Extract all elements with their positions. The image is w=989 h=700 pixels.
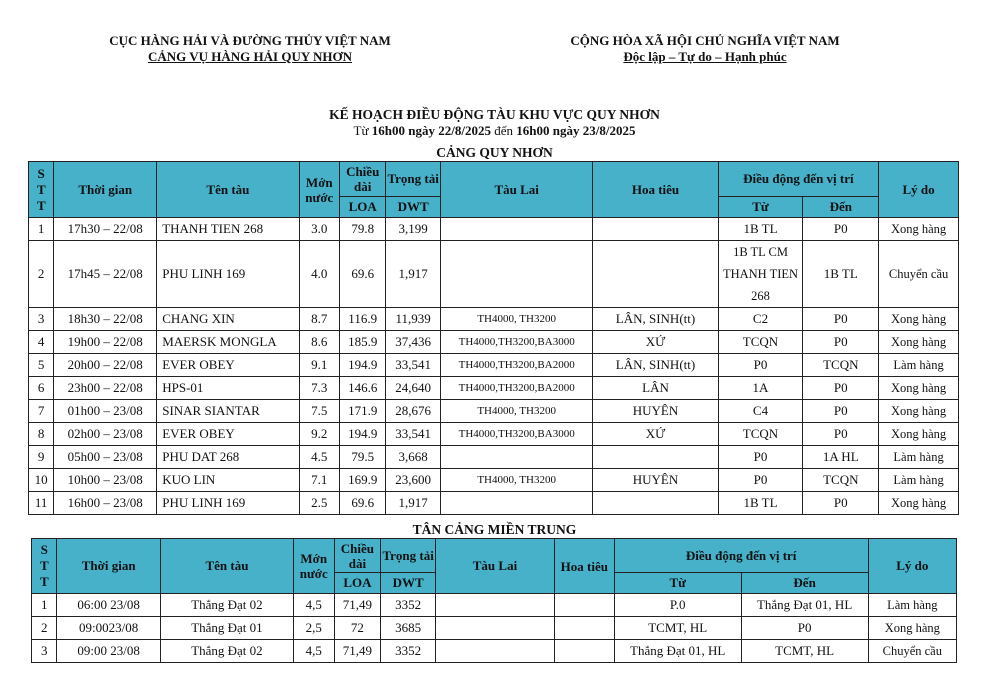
- row-number: 4: [29, 331, 54, 354]
- row-tug: TH4000,TH3200,BA3000: [440, 331, 592, 354]
- col-move: Điều động đến vị trí: [718, 162, 879, 197]
- col-pilot: Hoa tiêu: [554, 539, 614, 594]
- row-draft: 8.6: [299, 331, 339, 354]
- port1-title: CẢNG QUY NHƠN: [436, 145, 553, 160]
- national-header: [525, 33, 885, 65]
- col-reason: Lý do: [879, 162, 959, 218]
- row-pilot: [593, 241, 718, 308]
- row-number: 1: [29, 218, 54, 241]
- row-to: Thắng Đạt 01, HL: [741, 594, 868, 617]
- row-draft: 4.5: [299, 446, 339, 469]
- row-from: Thắng Đạt 01, HL: [614, 640, 741, 663]
- row-from: 1B TL: [718, 492, 803, 515]
- row-to: TCQN: [803, 469, 879, 492]
- row-loa: 116.9: [339, 308, 385, 331]
- row-tug: TH4000, TH3200: [440, 469, 592, 492]
- table-row: [29, 331, 959, 354]
- row-to: P0: [803, 423, 879, 446]
- row-to: TCQN: [803, 354, 879, 377]
- range-start: 16h00 ngày 22/8/2025: [371, 123, 491, 138]
- col-tonnage: Trọng tải: [381, 539, 436, 573]
- col-to: Đến: [741, 573, 868, 594]
- row-ship-name: EVER OBEY: [157, 354, 299, 377]
- row-time: 16h00 – 23/08: [54, 492, 157, 515]
- row-number: 9: [29, 446, 54, 469]
- table-row: [29, 400, 959, 423]
- row-draft: 4,5: [293, 640, 334, 663]
- row-loa: 171.9: [339, 400, 385, 423]
- row-draft: 8.7: [299, 308, 339, 331]
- row-draft: 4.0: [299, 241, 339, 308]
- row-ship-name: Thắng Đạt 02: [160, 594, 293, 617]
- row-time: 09:0023/08: [57, 617, 161, 640]
- table-row: [29, 377, 959, 400]
- row-ship-name: SINAR SIANTAR: [157, 400, 299, 423]
- row-ship-name: THANH TIEN 268: [157, 218, 299, 241]
- row-pilot: XỨ: [593, 423, 718, 446]
- row-tug: [436, 640, 555, 663]
- row-tug: TH4000,TH3200,BA3000: [440, 423, 592, 446]
- row-time: 10h00 – 23/08: [54, 469, 157, 492]
- table-row: [29, 218, 959, 241]
- row-dwt: 37,436: [386, 331, 441, 354]
- row-pilot: [593, 218, 718, 241]
- row-loa: 146.6: [339, 377, 385, 400]
- row-dwt: 33,541: [386, 423, 441, 446]
- row-tug: [440, 446, 592, 469]
- row-from: TCQN: [718, 423, 803, 446]
- row-loa: 69.6: [339, 492, 385, 515]
- row-from: 1B TL CM THANH TIEN 268: [718, 241, 803, 308]
- row-draft: 3.0: [299, 218, 339, 241]
- col-draft: Mớn nước: [299, 162, 339, 218]
- row-dwt: 3352: [381, 594, 436, 617]
- col-length: Chiều dài: [339, 162, 385, 197]
- row-draft: 2,5: [293, 617, 334, 640]
- row-reason: Làm hàng: [879, 354, 959, 377]
- row-time: 17h30 – 22/08: [54, 218, 157, 241]
- row-loa: 69.6: [339, 241, 385, 308]
- row-loa: 194.9: [339, 354, 385, 377]
- row-number: 7: [29, 400, 54, 423]
- col-pilot: Hoa tiêu: [593, 162, 718, 218]
- row-reason: Làm hàng: [879, 446, 959, 469]
- col-tug: Tàu Lai: [436, 539, 555, 594]
- row-pilot: [554, 617, 614, 640]
- row-ship-name: PHU LINH 169: [157, 241, 299, 308]
- row-dwt: 3352: [381, 640, 436, 663]
- col-to: Đến: [803, 197, 879, 218]
- row-time: 05h00 – 23/08: [54, 446, 157, 469]
- table-row: [29, 241, 959, 308]
- port1-schedule-table: [28, 161, 959, 515]
- row-to: P0: [803, 218, 879, 241]
- row-pilot: HUYÊN: [593, 400, 718, 423]
- row-draft: 4,5: [293, 594, 334, 617]
- range-mid: đến: [494, 123, 514, 138]
- port-authority-name: CẢNG VỤ HÀNG HẢI QUY NHƠN: [147, 49, 353, 64]
- national-motto: Độc lập – Tự do – Hạnh phúc: [623, 49, 787, 64]
- row-to: P0: [803, 400, 879, 423]
- table-row: [29, 354, 959, 377]
- row-tug: [440, 492, 592, 515]
- row-to: P0: [803, 331, 879, 354]
- agency-name: CỤC HÀNG HẢI VÀ ĐƯỜNG THỦY VIỆT NAM: [109, 33, 391, 48]
- row-number: 6: [29, 377, 54, 400]
- table-row: [29, 446, 959, 469]
- row-from: 1A: [718, 377, 803, 400]
- row-pilot: [554, 640, 614, 663]
- row-ship-name: KUO LIN: [157, 469, 299, 492]
- row-ship-name: HPS-01: [157, 377, 299, 400]
- row-loa: 71,49: [334, 594, 381, 617]
- row-tug: TH4000, TH3200: [440, 400, 592, 423]
- row-to: 1A HL: [803, 446, 879, 469]
- col-from: Từ: [718, 197, 803, 218]
- row-ship-name: PHU LINH 169: [157, 492, 299, 515]
- row-pilot: [554, 594, 614, 617]
- row-tug: TH4000, TH3200: [440, 308, 592, 331]
- col-stt: S T T: [29, 162, 54, 218]
- row-loa: 169.9: [339, 469, 385, 492]
- row-dwt: 23,600: [386, 469, 441, 492]
- row-number: 2: [32, 617, 57, 640]
- row-reason: Xong hàng: [879, 308, 959, 331]
- row-reason: Xong hàng: [879, 423, 959, 446]
- col-loa: LOA: [334, 573, 381, 594]
- table-row: [32, 594, 957, 617]
- table-row: [32, 617, 957, 640]
- row-reason: Xong hàng: [879, 331, 959, 354]
- range-end: 16h00 ngày 23/8/2025: [516, 123, 636, 138]
- row-tug: [440, 218, 592, 241]
- row-ship-name: PHU DAT 268: [157, 446, 299, 469]
- row-ship-name: Thắng Đạt 02: [160, 640, 293, 663]
- row-dwt: 11,939: [386, 308, 441, 331]
- row-from: C4: [718, 400, 803, 423]
- row-number: 10: [29, 469, 54, 492]
- col-tug: Tàu Lai: [440, 162, 592, 218]
- row-dwt: 33,541: [386, 354, 441, 377]
- row-reason: Xong hàng: [879, 218, 959, 241]
- row-from: TCMT, HL: [614, 617, 741, 640]
- row-loa: 71,49: [334, 640, 381, 663]
- row-from: 1B TL: [718, 218, 803, 241]
- agency-header: [70, 33, 430, 65]
- col-from: Từ: [614, 573, 741, 594]
- row-to: TCMT, HL: [741, 640, 868, 663]
- table-row: [29, 308, 959, 331]
- row-loa: 72: [334, 617, 381, 640]
- row-time: 01h00 – 23/08: [54, 400, 157, 423]
- row-reason: Làm hàng: [868, 594, 956, 617]
- row-reason: Xong hàng: [868, 617, 956, 640]
- table-row: [29, 469, 959, 492]
- row-pilot: HUYÊN: [593, 469, 718, 492]
- col-tonnage: Trọng tải: [386, 162, 441, 197]
- row-loa: 194.9: [339, 423, 385, 446]
- row-tug: [436, 594, 555, 617]
- row-time: 02h00 – 23/08: [54, 423, 157, 446]
- row-from: P.0: [614, 594, 741, 617]
- row-pilot: LÂN: [593, 377, 718, 400]
- row-reason: Chuyển cầu: [879, 241, 959, 308]
- col-dwt: DWT: [381, 573, 436, 594]
- row-from: TCQN: [718, 331, 803, 354]
- row-time: 09:00 23/08: [57, 640, 161, 663]
- col-ship: Tên tàu: [160, 539, 293, 594]
- row-time: 20h00 – 22/08: [54, 354, 157, 377]
- row-number: 3: [32, 640, 57, 663]
- col-dwt: DWT: [386, 197, 441, 218]
- row-pilot: LÂN, SINH(tt): [593, 308, 718, 331]
- row-to: P0: [803, 308, 879, 331]
- row-ship-name: CHANG XIN: [157, 308, 299, 331]
- row-reason: Chuyển cầu: [868, 640, 956, 663]
- row-ship-name: Thắng Đạt 01: [160, 617, 293, 640]
- row-ship-name: MAERSK MONGLA: [157, 331, 299, 354]
- row-dwt: 3685: [381, 617, 436, 640]
- col-time: Thời gian: [57, 539, 161, 594]
- table-row: [32, 640, 957, 663]
- table-row: [29, 492, 959, 515]
- row-number: 8: [29, 423, 54, 446]
- row-to: P0: [803, 492, 879, 515]
- col-draft: Mớn nước: [293, 539, 334, 594]
- row-number: 2: [29, 241, 54, 308]
- row-time: 23h00 – 22/08: [54, 377, 157, 400]
- row-tug: TH4000,TH3200,BA2000: [440, 354, 592, 377]
- row-draft: 9.1: [299, 354, 339, 377]
- row-from: P0: [718, 446, 803, 469]
- col-loa: LOA: [339, 197, 385, 218]
- plan-title: KẾ HOẠCH ĐIỀU ĐỘNG TÀU KHU VỰC QUY NHƠN: [329, 107, 660, 122]
- port2-schedule-table: [31, 538, 957, 663]
- row-tug: [436, 617, 555, 640]
- row-loa: 79.8: [339, 218, 385, 241]
- col-reason: Lý do: [868, 539, 956, 594]
- row-reason: Xong hàng: [879, 492, 959, 515]
- row-number: 11: [29, 492, 54, 515]
- row-to: P0: [803, 377, 879, 400]
- row-from: P0: [718, 354, 803, 377]
- row-reason: Làm hàng: [879, 469, 959, 492]
- col-ship: Tên tàu: [157, 162, 299, 218]
- plan-date-range: [0, 123, 989, 139]
- row-dwt: 24,640: [386, 377, 441, 400]
- row-from: C2: [718, 308, 803, 331]
- row-draft: 9.2: [299, 423, 339, 446]
- row-ship-name: EVER OBEY: [157, 423, 299, 446]
- col-move: Điều động đến vị trí: [614, 539, 868, 573]
- col-length: Chiều dài: [334, 539, 381, 573]
- row-dwt: 1,917: [386, 241, 441, 308]
- row-from: P0: [718, 469, 803, 492]
- row-loa: 185.9: [339, 331, 385, 354]
- row-dwt: 1,917: [386, 492, 441, 515]
- row-time: 18h30 – 22/08: [54, 308, 157, 331]
- row-draft: 7.5: [299, 400, 339, 423]
- row-number: 3: [29, 308, 54, 331]
- port2-title: TÂN CẢNG MIỀN TRUNG: [412, 522, 577, 537]
- row-dwt: 3,199: [386, 218, 441, 241]
- row-dwt: 3,668: [386, 446, 441, 469]
- col-time: Thời gian: [54, 162, 157, 218]
- row-pilot: LÂN, SINH(tt): [593, 354, 718, 377]
- row-tug: [440, 241, 592, 308]
- row-pilot: XỨ: [593, 331, 718, 354]
- row-time: 06:00 23/08: [57, 594, 161, 617]
- row-time: 19h00 – 22/08: [54, 331, 157, 354]
- row-draft: 7.3: [299, 377, 339, 400]
- row-reason: Xong hàng: [879, 377, 959, 400]
- row-draft: 2.5: [299, 492, 339, 515]
- row-pilot: [593, 446, 718, 469]
- row-reason: Xong hàng: [879, 400, 959, 423]
- row-tug: TH4000,TH3200,BA2000: [440, 377, 592, 400]
- row-pilot: [593, 492, 718, 515]
- row-to: P0: [741, 617, 868, 640]
- row-dwt: 28,676: [386, 400, 441, 423]
- row-to: 1B TL: [803, 241, 879, 308]
- table-row: [29, 423, 959, 446]
- row-number: 5: [29, 354, 54, 377]
- range-prefix: Từ: [353, 123, 369, 138]
- col-stt: S T T: [32, 539, 57, 594]
- row-time: 17h45 – 22/08: [54, 241, 157, 308]
- row-number: 1: [32, 594, 57, 617]
- country-name: CỘNG HÒA XÃ HỘI CHỦ NGHĨA VIỆT NAM: [570, 33, 840, 48]
- row-loa: 79.5: [339, 446, 385, 469]
- row-draft: 7.1: [299, 469, 339, 492]
